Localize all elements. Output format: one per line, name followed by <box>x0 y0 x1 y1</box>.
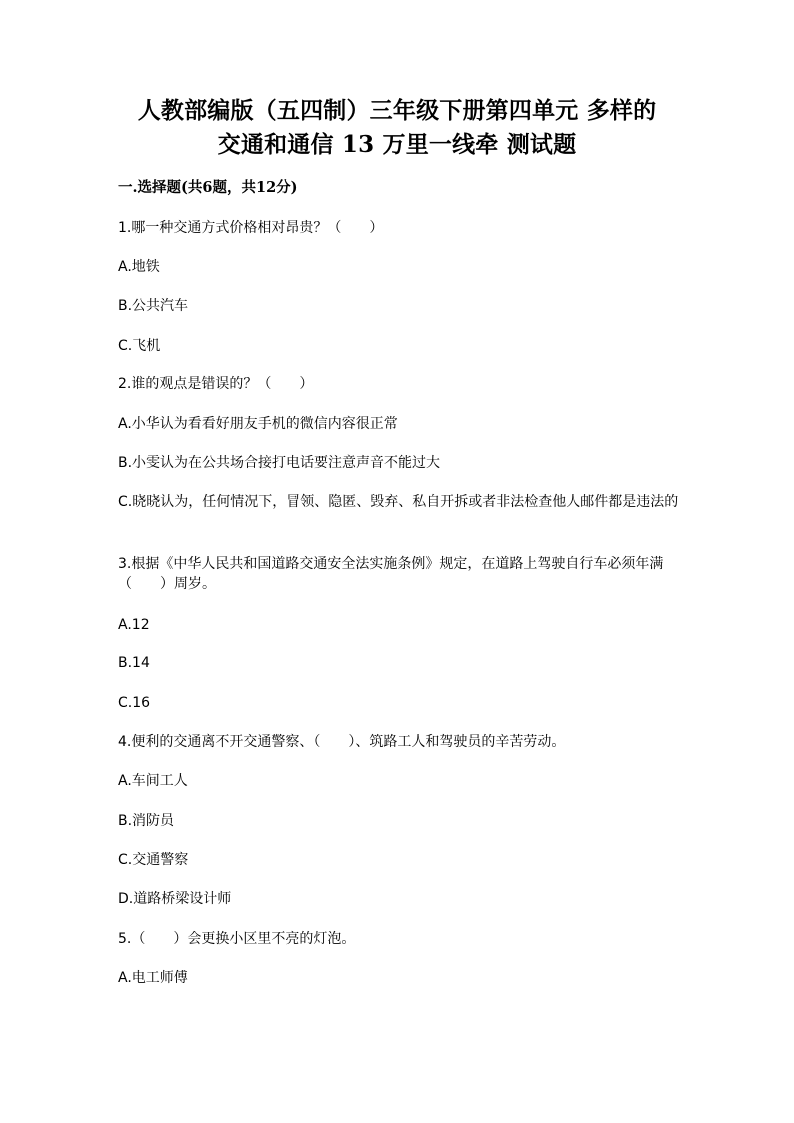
question-3-option-a: A.12 <box>118 617 150 633</box>
section-heading: 一.选择题(共6题，共12分) <box>118 179 298 196</box>
question-3-stem: 3.根据《中华人民共和国道路交通安全法实施条例》规定，在道路上驾驶自行车必须年满（ ）周岁。 <box>118 556 664 592</box>
document-title-line-2: 交通和通信 13 万里一线牵 测试题 <box>217 131 577 158</box>
document-title-line-1: 人教部编版（五四制）三年级下册第四单元 多样的 <box>137 97 657 124</box>
question-2-stem: 2.谁的观点是错误的？（ ） <box>118 376 314 392</box>
question-4-option-b: B.消防员 <box>118 813 175 829</box>
question-5-stem: 5.（ ）会更换小区里不亮的灯泡。 <box>118 931 356 947</box>
question-2-option-c: C.晓晓认为，任何情况下，冒领、隐匿、毁弃、私自开拆或者非法检查他人邮件都是违法的 <box>118 494 679 510</box>
question-1-option-b: B.公共汽车 <box>118 298 189 314</box>
question-3-option-c: C.16 <box>118 695 151 711</box>
question-3-option-b: B.14 <box>118 655 150 671</box>
question-4-option-d: D.道路桥梁设计师 <box>118 891 232 907</box>
question-5-option-a: A.电工师傅 <box>118 970 188 986</box>
question-4-stem: 4.便利的交通离不开交通警察、（ ）、筑路工人和驾驶员的辛苦劳动。 <box>118 734 566 750</box>
question-1-option-c: C.飞机 <box>118 338 161 354</box>
question-4-option-c: C.交通警察 <box>118 852 189 868</box>
question-2-option-a: A.小华认为看看好朋友手机的微信内容很正常 <box>118 416 398 432</box>
question-1-option-a: A.地铁 <box>118 259 160 275</box>
question-4-option-a: A.车间工人 <box>118 773 188 789</box>
question-1-stem: 1.哪一种交通方式价格相对昂贵？（ ） <box>118 220 384 236</box>
question-2-option-b: B.小雯认为在公共场合接打电话要注意声音不能过大 <box>118 455 441 471</box>
